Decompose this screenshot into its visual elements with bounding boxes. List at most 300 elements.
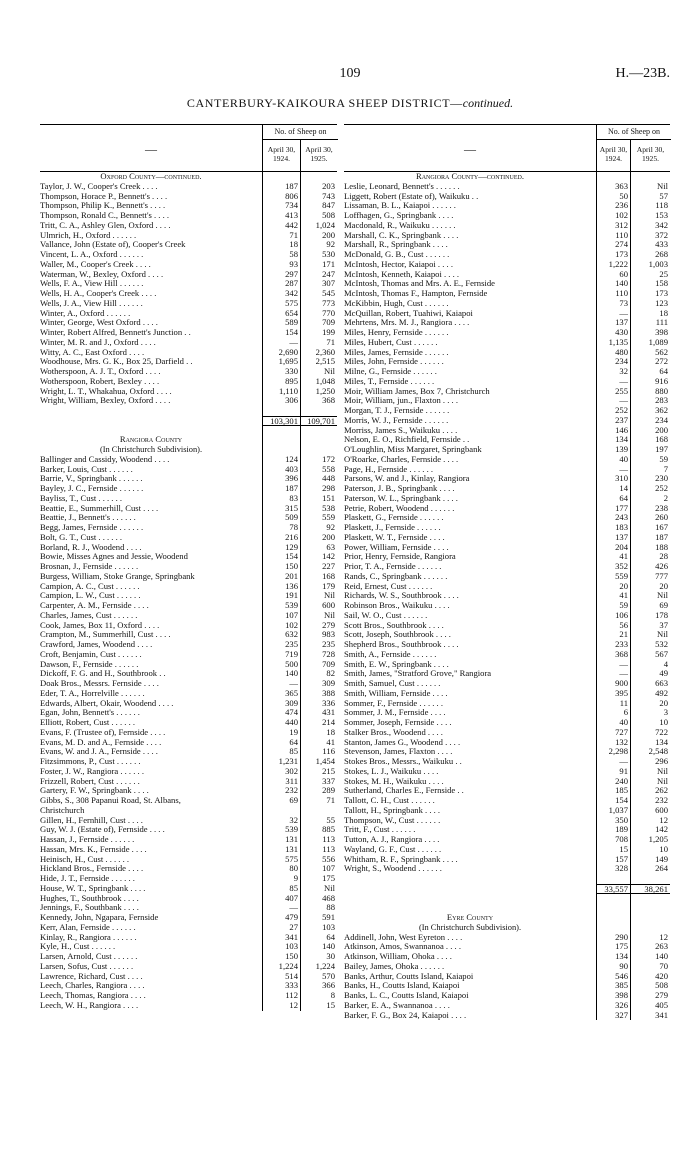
sheep-1925: 368 [300, 396, 337, 406]
owner-name: Shepherd Bros., Southbrook . . . . [344, 640, 459, 649]
sheep-1925: 558 [300, 465, 337, 475]
owner-name: Petrie, Robert, Woodend . . . . . . [344, 503, 455, 513]
sheep-1925: 260 [630, 513, 670, 523]
sheep-1924: 187 [262, 182, 300, 192]
sheep-1924: 900 [596, 679, 630, 689]
county-heading [40, 435, 337, 445]
sheep-1924: 233 [596, 640, 630, 650]
owner-name: Elliott, Robert, Cust . . . . . . [40, 718, 136, 727]
sheep-1925: 591 [300, 913, 337, 923]
sheep-1925: 140 [300, 942, 337, 952]
sheep-1924 [262, 435, 300, 445]
sheep-1925: 235 [300, 640, 337, 650]
sheep-1925 [300, 435, 337, 445]
sheep-1924: 252 [596, 406, 630, 416]
sheep-1925: 20 [630, 699, 670, 709]
county-name: Rangiora County [119, 435, 183, 445]
sheep-1925: 187 [630, 533, 670, 543]
county-name: Eyre County [446, 913, 494, 922]
owner-row [344, 864, 670, 874]
owner-name: Thompson, Philip K., Bennett's . . . . [40, 201, 166, 211]
sheep-1924: 14 [596, 484, 630, 494]
sheep-1925: 82 [300, 669, 337, 679]
sheep-1925: 63 [300, 543, 337, 553]
owner-name: Power, William, Fernside . . . . [344, 542, 449, 552]
sheep-1924: 154 [262, 328, 300, 338]
owner-name: Cook, James, Box 11, Oxford . . . . [40, 620, 160, 630]
sheep-1925: 372 [630, 231, 670, 241]
owner-name: Tritt, C. A., Ashley Glen, Oxford . . . . [40, 220, 171, 230]
owner-name: O'Loughlin, Miss Margaret, Springbank [344, 445, 482, 454]
owner-name: Rands, C., Springbank . . . . . . [344, 571, 448, 581]
sheep-1924: 32 [596, 367, 630, 377]
sheep-1924: 146 [596, 426, 630, 436]
sheep-1925: Nil [630, 591, 670, 601]
sheep-1924: 40 [596, 718, 630, 728]
sheep-1924: 1,222 [596, 260, 630, 270]
page-number: 109 [339, 66, 361, 81]
sheep-1925: 309 [300, 679, 337, 689]
sheep-1924: 480 [596, 348, 630, 358]
sheep-1925: 200 [300, 533, 337, 543]
owner-name: Evans, M. D. and A., Fernside . . . . [40, 737, 162, 747]
owner-name: Taylor, J. W., Cooper's Creek . . . . [40, 181, 158, 191]
owner-name: Tritt, F., Cust . . . . . . [344, 825, 416, 835]
sheep-1925: 600 [630, 806, 670, 816]
owner-name: Richards, W. S., Southbrook . . . . [344, 591, 459, 601]
title-main: CANTERBURY-KAIKOURA SHEEP DISTRICT— [186, 96, 463, 110]
owner-name: Christchurch [40, 805, 85, 815]
document-reference: H.—23B. [615, 66, 670, 81]
sheep-1925: 983 [300, 630, 337, 640]
owner-name: McKibbin, Hugh, Cust . . . . . . [344, 298, 449, 308]
sheep-1924: 173 [596, 250, 630, 260]
header-sheep-on: No. of Sheep on [596, 125, 671, 140]
owner-name: Leslie, Leonard, Bennett's . . . . . . [344, 181, 460, 191]
sheep-1924: 328 [596, 864, 630, 874]
sheep-1925: 1,250 [300, 387, 337, 397]
sheep-1924: 479 [262, 913, 300, 923]
owner-name: Marshall, C. K., Springbank . . . . [344, 230, 459, 240]
owner-name: McIntosh, Kenneth, Kaiapoi . . . . [344, 269, 460, 279]
sheep-1925: 709 [300, 660, 337, 670]
owner-name: Miles, John, Fernside . . . . . . [344, 357, 444, 367]
owner-name: Kinlay, R., Rangiora . . . . . . [40, 932, 137, 942]
owner-row [40, 796, 337, 806]
sheep-1925: Nil [630, 630, 670, 640]
owner-name [40, 426, 262, 436]
sheep-1924: 59 [596, 601, 630, 611]
owner-name: Smith, James, "Stratford Grove," Rangiora [344, 669, 492, 679]
sheep-1924: 430 [596, 328, 630, 338]
sheep-1924: 103,301 [262, 416, 300, 426]
sheep-1924: 1,037 [596, 806, 630, 816]
sheep-1925: 433 [630, 240, 670, 250]
sheep-1924: 403 [262, 465, 300, 475]
sheep-1924: 330 [262, 367, 300, 377]
sheep-1924: 56 [596, 621, 630, 631]
owner-name: Kyle, H., Cust . . . . . . [40, 942, 116, 952]
sheep-1925: 215 [300, 767, 337, 777]
owner-name: Gartery, F. W., Springbank . . . . [40, 786, 149, 796]
owner-name: Smith, Samuel, Cust . . . . . . [344, 679, 441, 688]
owner-name: McIntosh, Hector, Kaiapoi . . . . [344, 259, 453, 269]
owner-name: Stokes Bros., Messrs., Waikuku . . [344, 757, 462, 766]
sheep-1924: 85 [262, 884, 300, 894]
owner-name: Loffhagen, G., Springbank . . . . [344, 211, 454, 220]
sheep-1925: 151 [300, 494, 337, 504]
sheep-1924: 64 [262, 738, 300, 748]
sheep-1924: 137 [596, 318, 630, 328]
sheep-1925: 15 [300, 1001, 337, 1011]
sheep-1925: 530 [300, 250, 337, 260]
sheep-1925: 663 [630, 679, 670, 689]
owner-name: Campion, L. W., Cust . . . . . . [40, 591, 141, 601]
sheep-1925: 336 [300, 699, 337, 709]
owner-name: Gibbs, S., 308 Papanui Road, St. Albans, [40, 796, 181, 805]
sheep-1924: 509 [262, 513, 300, 523]
sheep-1925: 64 [300, 933, 337, 943]
sheep-1924: 18 [262, 240, 300, 250]
sheep-1924: 240 [596, 777, 630, 787]
owner-name: Barker, F. G., Box 24, Kaiapoi . . . . [344, 1010, 467, 1020]
header-year-1924: April 30, 1924. [596, 140, 630, 171]
owner-name: Liggett, Robert (Estate of), Waikuku . . [344, 191, 479, 201]
sheep-1925 [630, 874, 670, 884]
owner-name: Banks, L. C., Coutts Island, Kaiapoi [344, 991, 469, 1000]
right-table-header [344, 124, 670, 172]
sheep-1924: 559 [596, 572, 630, 582]
sheep-1925: 545 [300, 289, 337, 299]
sheep-1924: 50 [596, 192, 630, 202]
sheep-1924: 91 [596, 767, 630, 777]
owner-name: Lissaman, B. L., Kaiapoi . . . . . . [344, 201, 456, 211]
sheep-1925: 298 [300, 484, 337, 494]
right-table-body [344, 172, 670, 1020]
owner-name: Wright, S., Woodend . . . . . . [344, 864, 442, 874]
owner-name: Fitzsimmons, P., Cust . . . . . . [40, 757, 141, 766]
sheep-1925: Nil [300, 591, 337, 601]
sheep-1925: 173 [630, 289, 670, 299]
sheep-1924: 12 [262, 1001, 300, 1011]
sheep-1925: 4 [630, 660, 670, 670]
sheep-1924: 297 [262, 270, 300, 280]
owner-name: Bailey, James, Ohoka . . . . . . [344, 961, 445, 971]
owner-name: Wright, L. T., Whakahua, Oxford . . . . [40, 386, 172, 396]
owner-name: Wells, J. A., View Hill . . . . . . [40, 298, 143, 308]
sheep-1925: 38,261 [630, 884, 670, 894]
owner-name: Wright, William, Bexley, Oxford . . . . [40, 396, 171, 406]
header-dash: — [464, 142, 476, 156]
sheep-1924: 341 [262, 933, 300, 943]
owner-name: Croft, Benjamin, Cust . . . . . . [40, 649, 142, 659]
owner-name: Doak Bros., Messrs. Fernside . . . . [40, 679, 159, 688]
sheep-1925: 140 [630, 952, 670, 962]
owner-name: Thompson, Horace P., Bennett's . . . . [40, 191, 168, 201]
sheep-1924: 110 [596, 289, 630, 299]
sheep-1925: 172 [300, 455, 337, 465]
owner-name: Frizzell, Robert, Cust . . . . . . [40, 776, 140, 786]
owner-name [344, 903, 596, 913]
owner-name: Moir, William James, Box 7, Christchurch [344, 386, 490, 396]
sheep-1924: 64 [596, 494, 630, 504]
owner-name: Bolt, G. T., Cust . . . . . . [40, 532, 123, 542]
owner-name: Wells, H. A., Cooper's Creek . . . . [40, 289, 157, 298]
sheep-1924: 80 [262, 864, 300, 874]
sheep-1925: 1,224 [300, 962, 337, 972]
sheep-1925: 8 [300, 991, 337, 1001]
sheep-1924: 632 [262, 630, 300, 640]
owner-name [344, 894, 596, 904]
owner-name: Miles, Hubert, Cust . . . . . . [344, 337, 438, 347]
sheep-1924: 107 [262, 611, 300, 621]
sheep-1925: 559 [300, 513, 337, 523]
sheep-1925: 199 [300, 328, 337, 338]
owner-name: Beattie, E., Summerhill, Cust . . . . [40, 503, 159, 513]
owner-name: Guy, W. J. (Estate of), Fernside . . . . [40, 825, 165, 835]
sheep-1924: 539 [262, 601, 300, 611]
owner-name: Morgan, T. J., Fernside . . . . . . [344, 406, 450, 415]
header-sheep-on: No. of Sheep on [262, 125, 338, 140]
sheep-1924: 20 [596, 582, 630, 592]
owner-name: Wayland, G. F., Cust . . . . . . [344, 844, 442, 854]
sheep-1925: 123 [630, 299, 670, 309]
owner-name: Sail, W. O., Cust . . . . . . [344, 610, 428, 620]
sheep-1924: 236 [596, 201, 630, 211]
sheep-1925: 2,548 [630, 747, 670, 757]
left-table-body [40, 172, 337, 1011]
sheep-1924 [262, 406, 300, 416]
sheep-1925: 1,454 [300, 757, 337, 767]
sheep-1925: 398 [630, 328, 670, 338]
sheep-1925: 203 [300, 182, 337, 192]
sheep-1925: 116 [300, 747, 337, 757]
sheep-1924: 806 [262, 192, 300, 202]
sheep-1925: 1,003 [630, 260, 670, 270]
sheep-1925: 109,701 [300, 416, 337, 426]
sheep-1925: 405 [630, 1001, 670, 1011]
owner-row [40, 1001, 337, 1011]
sheep-1925: 37 [630, 621, 670, 631]
sheep-1925: 30 [300, 952, 337, 962]
owner-name: Vallance, John (Estate of), Cooper's Creek [40, 240, 186, 250]
owner-name: Hickland Bros., Fernside . . . . [40, 864, 144, 874]
sheep-1924: 1,695 [262, 357, 300, 367]
owner-name: Mehrtens, Mrs. M. J., Rangiora . . . . [344, 318, 470, 328]
sheep-1924: 734 [262, 201, 300, 211]
owner-row [40, 396, 337, 406]
sheep-1925: 728 [300, 650, 337, 660]
left-table [40, 124, 337, 1011]
title-continued: continued. [462, 96, 514, 110]
owner-name: McDonald, G. B., Cust . . . . . . [344, 250, 450, 259]
sheep-1925: 279 [300, 621, 337, 631]
sheep-1925: 538 [300, 504, 337, 514]
owner-name: Tutton, A. J., Rangiora . . . . [344, 835, 440, 844]
owner-name: Witty, A. C., East Oxford . . . . [40, 347, 145, 357]
sheep-1924: 287 [262, 279, 300, 289]
sheep-1925: 264 [630, 864, 670, 874]
sheep-1925: 25 [630, 270, 670, 280]
sheep-1924: 363 [596, 182, 630, 192]
sheep-1924: 368 [596, 650, 630, 660]
owner-name: Milne, G., Fernside . . . . . . [344, 367, 437, 376]
sheep-1924: 719 [262, 650, 300, 660]
sheep-1925: 2 [630, 494, 670, 504]
sheep-1925: 562 [630, 348, 670, 358]
county-name: Rangiora County—continued. [415, 172, 524, 181]
sheep-1925: 59 [630, 455, 670, 465]
owner-name: Barrie, V., Springbank . . . . . . [40, 474, 143, 484]
spacer-row [40, 426, 337, 436]
header-dash: — [145, 142, 157, 156]
sheep-1924: 201 [262, 572, 300, 582]
owner-name: Gillen, H., Fernhill, Cust . . . . [40, 815, 143, 825]
sheep-1925: 197 [630, 445, 670, 455]
header-year-1924: April 30, 1924. [262, 140, 300, 171]
owner-name: Plaskett, W. T., Fernside . . . . [344, 532, 445, 542]
sheep-1925: 709 [300, 318, 337, 328]
sheep-1925: 227 [300, 562, 337, 572]
owner-name: Hide, J. T., Fernside . . . . . . [40, 874, 135, 883]
sheep-1924: 352 [596, 562, 630, 572]
sheep-1925: 362 [630, 406, 670, 416]
sheep-1925 [630, 903, 670, 913]
sheep-1925: 12 [630, 933, 670, 943]
owner-name: Foster, J. W., Rangiora . . . . . . [40, 766, 144, 776]
sheep-1924: 140 [262, 669, 300, 679]
sheep-1925: 722 [630, 728, 670, 738]
sheep-1924: 106 [596, 611, 630, 621]
sheep-1924: 442 [262, 221, 300, 231]
sheep-1925: Nil [630, 182, 670, 192]
sheep-1924: 150 [262, 562, 300, 572]
owner-name: Kerr, Alan, Fernside . . . . . . [40, 922, 136, 932]
owner-name: Macdonald, R., Waikuku . . . . . . [344, 220, 456, 230]
sheep-1924: 134 [596, 435, 630, 445]
sheep-1924: 154 [262, 552, 300, 562]
owner-name: Thompson, W., Cust . . . . . . [344, 815, 441, 825]
owner-row [344, 1011, 670, 1021]
owner-name: Prior, Henry, Fernside, Rangiora [344, 552, 456, 562]
sheep-1924: 255 [596, 387, 630, 397]
sheep-1924: 232 [262, 786, 300, 796]
sheep-1925: 171 [300, 260, 337, 270]
sheep-1925: 113 [300, 845, 337, 855]
sheep-1925: 49 [630, 669, 670, 679]
owner-name [344, 874, 596, 884]
sheep-1924: 177 [596, 504, 630, 514]
owner-name: Lawrence, Richard, Cust . . . . [40, 971, 143, 981]
sheep-1924: 365 [262, 689, 300, 699]
sheep-1925: 88 [300, 903, 337, 913]
owner-name: (In Christchurch Subdivision). [418, 922, 522, 932]
owner-name: Smith, E. W., Springbank . . . . [344, 659, 449, 669]
sheep-1925: 468 [300, 894, 337, 904]
owner-name: Moir, William, jun., Flaxton . . . . [344, 396, 458, 406]
sheep-1924: 407 [262, 894, 300, 904]
spacer-row [344, 894, 670, 904]
sheep-1925: 57 [630, 192, 670, 202]
sheep-1924: 40 [596, 455, 630, 465]
sheep-1924: 274 [596, 240, 630, 250]
sheep-1925 [630, 913, 670, 923]
sheep-1925: 567 [630, 650, 670, 660]
owner-name: Campion, A. C., Cust . . . . . . [40, 581, 140, 591]
owner-name: Banks, Arthur, Coutts Island, Kaiapoi [344, 971, 474, 981]
owner-name: Wotherspoon, Robert, Bexley . . . . [40, 376, 160, 386]
sheep-1925: 307 [300, 279, 337, 289]
owner-name: Kennedy, John, Ngapara, Fernside [40, 913, 159, 922]
sheep-1924: 302 [262, 767, 300, 777]
sheep-1925: 168 [630, 435, 670, 445]
sheep-1924: 235 [262, 640, 300, 650]
sheep-1924: 124 [262, 455, 300, 465]
sheep-1924: 385 [596, 981, 630, 991]
sheep-1924: — [596, 660, 630, 670]
owner-name: Stokes, M. H., Waikuku . . . . [344, 776, 444, 786]
sheep-1924: 110 [596, 231, 630, 241]
sheep-1925: 2,515 [300, 357, 337, 367]
owner-name [40, 406, 262, 416]
sheep-1925: 847 [300, 201, 337, 211]
owner-name: Tallott, H., Springbank . . . . [344, 805, 441, 815]
sheep-1924: 90 [596, 962, 630, 972]
sheep-1924: — [596, 309, 630, 319]
sheep-1924: 15 [596, 845, 630, 855]
sheep-1924: 189 [596, 825, 630, 835]
sheep-1924: 41 [596, 552, 630, 562]
sheep-1924: 575 [262, 855, 300, 865]
sheep-1925: 142 [300, 552, 337, 562]
sheep-1925 [300, 406, 337, 416]
owner-name: Larsen, Sofus, Cust . . . . . . [40, 961, 134, 971]
sheep-1925: 55 [300, 816, 337, 826]
sheep-1924: 440 [262, 718, 300, 728]
sheep-1925: 420 [630, 972, 670, 982]
sheep-1925: 7 [630, 465, 670, 475]
sheep-1924: — [596, 396, 630, 406]
sheep-1925: 1,205 [630, 835, 670, 845]
sheep-1925: 103 [300, 923, 337, 933]
sheep-1925: 10 [630, 718, 670, 728]
sheep-1925: 508 [300, 211, 337, 221]
sheep-1924: — [262, 903, 300, 913]
sheep-1925: 3 [630, 708, 670, 718]
sheep-1924: 546 [596, 972, 630, 982]
owner-name: Smith, William, Fernside . . . . [344, 688, 448, 698]
sheep-1924: 191 [262, 591, 300, 601]
owner-name: Scott Bros., Southbrook . . . . [344, 620, 444, 630]
owner-name: Tallott, C. H., Cust . . . . . . [344, 796, 435, 805]
sheep-1924 [596, 894, 630, 904]
owner-name: Addinell, John, West Eyreton . . . . [344, 932, 463, 942]
sheep-1924: 396 [262, 474, 300, 484]
sheep-1924: 73 [596, 299, 630, 309]
sheep-1924: 333 [262, 981, 300, 991]
owner-name: Evans, F. (Trustee of), Fernside . . . . [40, 727, 166, 737]
owner-name: Hassan, Mrs. K., Fernside . . . . [40, 844, 147, 854]
sheep-1925: 28 [630, 552, 670, 562]
sheep-1924: 1,224 [262, 962, 300, 972]
sheep-1924: 157 [596, 855, 630, 865]
owner-name: Waller, M., Cooper's Creek . . . . [40, 259, 151, 269]
sheep-1924: 413 [262, 211, 300, 221]
owner-row [40, 864, 337, 874]
sheep-1924: 514 [262, 972, 300, 982]
right-table [344, 124, 670, 1020]
sheep-1925: 175 [300, 874, 337, 884]
